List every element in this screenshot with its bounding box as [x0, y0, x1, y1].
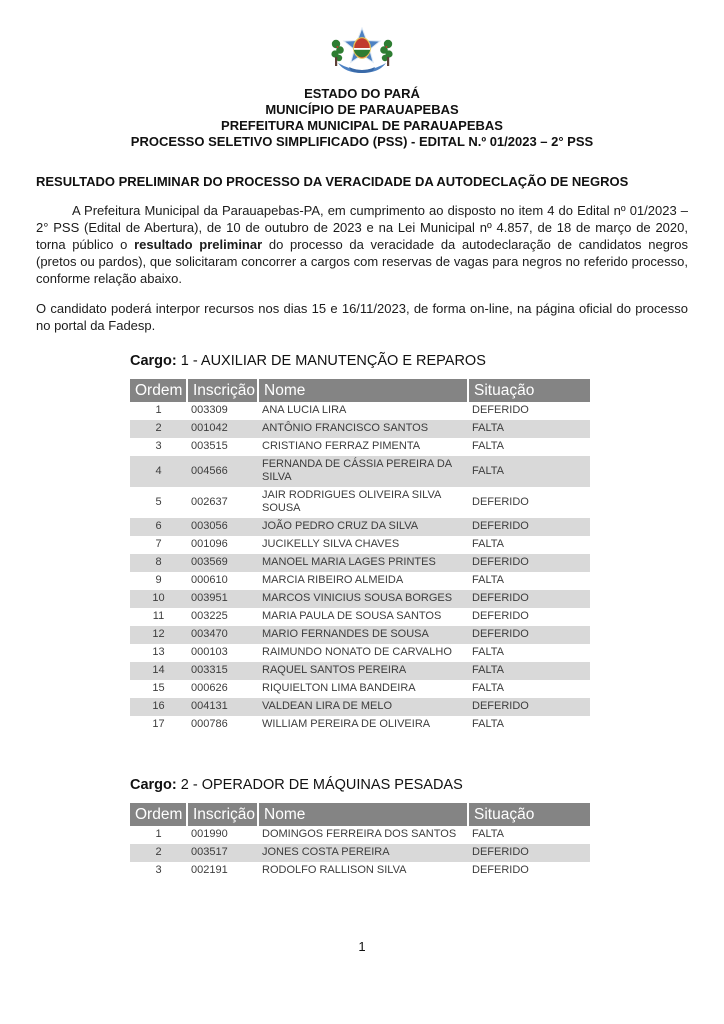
org-header-line-prefeitura: PREFEITURA MUNICIPAL DE PARAUAPEBAS	[221, 118, 503, 133]
ordem-cell: 13	[152, 646, 165, 658]
results-table-2	[130, 803, 590, 880]
ordem-cell: 5	[155, 495, 162, 508]
column-header-inscricao: Inscrição	[187, 379, 258, 402]
situacao-cell: FALTA	[472, 828, 504, 840]
table-row	[130, 420, 590, 438]
column-header-situacao: Situação	[468, 803, 590, 826]
intro-paragraph	[36, 202, 688, 287]
ordem-cell: 1	[155, 828, 162, 840]
ordem-cell: 6	[130, 518, 187, 536]
column-header-inscricao: Inscrição	[187, 803, 258, 826]
nome-cell: RODOLFO RALLISON SILVA	[262, 864, 407, 876]
column-header-nome: Nome	[258, 379, 468, 402]
org-header-line-state: ESTADO DO PARÁ	[304, 86, 420, 101]
ordem-cell: 14	[130, 662, 187, 680]
inscricao-cell: 003951	[187, 590, 258, 608]
situacao-cell: FALTA	[472, 538, 504, 550]
inscricao-cell: 002637	[191, 495, 228, 508]
inscricao-cell: 000786	[191, 718, 228, 730]
nome-cell: ANA LUCIA LIRA	[262, 404, 347, 416]
nome-cell: JONES COSTA PEREIRA	[258, 844, 468, 862]
cargo-heading-1	[130, 352, 688, 370]
situacao-cell: FALTA	[472, 646, 504, 658]
situacao-cell: DEFERIDO	[468, 590, 590, 608]
column-header-ordem: Ordem	[130, 803, 187, 826]
table-row	[130, 402, 590, 420]
ordem-cell: 11	[152, 610, 165, 622]
situacao-cell: FALTA	[468, 662, 590, 680]
nome-cell: JUCIKELLY SILVA CHAVES	[262, 538, 400, 550]
document-title: RESULTADO PRELIMINAR DO PROCESSO DA VERACIDADE DA AUTODECLAÇÃO DE NEGROS	[36, 174, 629, 189]
cargo-section-2	[130, 776, 688, 880]
nome-cell: MARCIA RIBEIRO ALMEIDA	[262, 574, 404, 586]
situacao-cell: FALTA	[472, 574, 504, 586]
column-header-situacao: Situação	[468, 379, 590, 402]
ordem-cell: 9	[155, 574, 162, 586]
table-row	[130, 608, 590, 626]
situacao-cell: DEFERIDO	[468, 554, 590, 572]
table-row	[130, 536, 590, 554]
nome-cell: VALDEAN LIRA DE MELO	[258, 698, 468, 716]
nome-cell: ANTÔNIO FRANCISCO SANTOS	[258, 420, 468, 438]
table-row	[130, 698, 590, 716]
column-header-nome: Nome	[258, 803, 468, 826]
inscricao-cell: 003569	[187, 554, 258, 572]
ordem-cell: 7	[155, 538, 162, 550]
nome-cell: FERNANDA DE CÁSSIA PEREIRA DA SILVA	[258, 456, 468, 487]
ordem-cell: 17	[152, 718, 165, 730]
nome-cell: MARIO FERNANDES DE SOUSA	[258, 626, 468, 644]
inscricao-cell: 004566	[187, 456, 258, 487]
cargo-title: 2 - OPERADOR DE MÁQUINAS PESADAS	[180, 777, 463, 793]
org-header-line-municipio: MUNICÍPIO DE PARAUAPEBAS	[265, 102, 459, 117]
table-row	[130, 456, 590, 487]
nome-cell: MANOEL MARIA LAGES PRINTES	[258, 554, 468, 572]
table-row	[130, 554, 590, 572]
nome-cell: RAIMUNDO NONATO DE CARVALHO	[262, 646, 452, 658]
table-row	[130, 844, 590, 862]
ordem-cell: 15	[152, 682, 165, 694]
ordem-cell: 3	[155, 440, 162, 452]
nome-cell: JAIR RODRIGUES OLIVEIRA SILVA SOUSA	[262, 489, 441, 514]
situacao-cell: DEFERIDO	[468, 518, 590, 536]
org-header	[36, 86, 688, 150]
nome-cell: RAQUEL SANTOS PEREIRA	[258, 662, 468, 680]
inscricao-cell: 001042	[187, 420, 258, 438]
results-table-1	[130, 379, 590, 734]
cargo-title: 1 - AUXILIAR DE MANUTENÇÃO E REPAROS	[180, 353, 486, 369]
cargo-label: Cargo:	[130, 777, 177, 793]
table-row	[130, 862, 590, 880]
situacao-cell: FALTA	[472, 718, 504, 730]
table-row	[130, 487, 590, 518]
table-row	[130, 680, 590, 698]
nome-cell: MARIA PAULA DE SOUSA SANTOS	[262, 610, 442, 622]
inscricao-cell: 003517	[187, 844, 258, 862]
inscricao-cell: 002191	[191, 864, 228, 876]
table-row	[130, 518, 590, 536]
ordem-cell: 2	[130, 844, 187, 862]
table-row	[130, 626, 590, 644]
inscricao-cell: 000626	[191, 682, 228, 694]
nome-cell: DOMINGOS FERREIRA DOS SANTOS	[262, 828, 457, 840]
situacao-cell: DEFERIDO	[472, 495, 529, 508]
situacao-cell: FALTA	[468, 420, 590, 438]
situacao-cell: FALTA	[472, 440, 504, 452]
table-row	[130, 716, 590, 734]
nome-cell: CRISTIANO FERRAZ PIMENTA	[262, 440, 421, 452]
table-row	[130, 590, 590, 608]
table-header-row	[130, 379, 590, 402]
nome-cell: RIQUIELTON LIMA BANDEIRA	[262, 682, 416, 694]
situacao-cell: DEFERIDO	[472, 610, 529, 622]
cargo-heading-2	[130, 776, 688, 794]
situacao-cell: DEFERIDO	[472, 404, 529, 416]
inscricao-cell: 003056	[187, 518, 258, 536]
inscricao-cell: 003515	[191, 440, 228, 452]
ordem-cell: 4	[130, 456, 187, 487]
inscricao-cell: 003470	[187, 626, 258, 644]
inscricao-cell: 000610	[191, 574, 228, 586]
coat-of-arms-icon	[329, 27, 395, 82]
situacao-cell: FALTA	[468, 456, 590, 487]
situacao-cell: DEFERIDO	[468, 844, 590, 862]
inscricao-cell: 003225	[191, 610, 228, 622]
nome-cell: MARCOS VINICIUS SOUSA BORGES	[258, 590, 468, 608]
table-header-row	[130, 803, 590, 826]
ordem-cell: 1	[155, 404, 162, 416]
cargo-label: Cargo:	[130, 353, 177, 369]
inscricao-cell: 004131	[187, 698, 258, 716]
ordem-cell: 8	[130, 554, 187, 572]
situacao-cell: DEFERIDO	[468, 698, 590, 716]
ordem-cell: 2	[130, 420, 187, 438]
ordem-cell: 12	[130, 626, 187, 644]
ordem-cell: 3	[155, 864, 162, 876]
ordem-cell: 10	[130, 590, 187, 608]
table-row	[130, 662, 590, 680]
column-header-ordem: Ordem	[130, 379, 187, 402]
nome-cell: WILLIAM PEREIRA DE OLIVEIRA	[262, 718, 431, 730]
table-row	[130, 438, 590, 456]
intro-text-bold: resultado preliminar	[134, 237, 263, 252]
situacao-cell: FALTA	[472, 682, 504, 694]
cargo-section-1	[130, 352, 688, 734]
inscricao-cell: 001990	[191, 828, 228, 840]
table-row	[130, 826, 590, 844]
inscricao-cell: 003315	[187, 662, 258, 680]
page-number: 1	[358, 939, 366, 954]
inscricao-cell: 001096	[191, 538, 228, 550]
table-row	[130, 644, 590, 662]
inscricao-cell: 000103	[191, 646, 228, 658]
recourse-paragraph: O candidato poderá interpor recursos nos dias 15 e 16/11/2023, de forma on-line, na página oficial do processo no portal da Fadesp.	[36, 301, 688, 333]
situacao-cell: DEFERIDO	[468, 626, 590, 644]
inscricao-cell: 003309	[191, 404, 228, 416]
nome-cell: JOÃO PEDRO CRUZ DA SILVA	[258, 518, 468, 536]
org-header-line-processo: PROCESSO SELETIVO SIMPLIFICADO (PSS) - EDITAL N.º 01/2023 – 2° PSS	[130, 134, 594, 149]
intro-text-before: A Prefeitura Municipal da Parauapebas-PA, em cumprimento ao disposto no item 4 do Edital nº 01/2023 – 2° PSS (Edital de Abertura), de 10 de outubro de 2023 e na Lei Municipal nº 4.857, de 18 de março de 2020, torna público o	[36, 203, 688, 252]
situacao-cell: DEFERIDO	[472, 864, 529, 876]
ordem-cell: 16	[130, 698, 187, 716]
intro-text-after: do processo da veracidade da autodeclaração de candidatos negros (pretos ou pardos), que solicitaram concorrer a cargos com reservas de vagas para negros no referido processo, conforme relação abaixo.	[36, 237, 688, 286]
table-row	[130, 572, 590, 590]
